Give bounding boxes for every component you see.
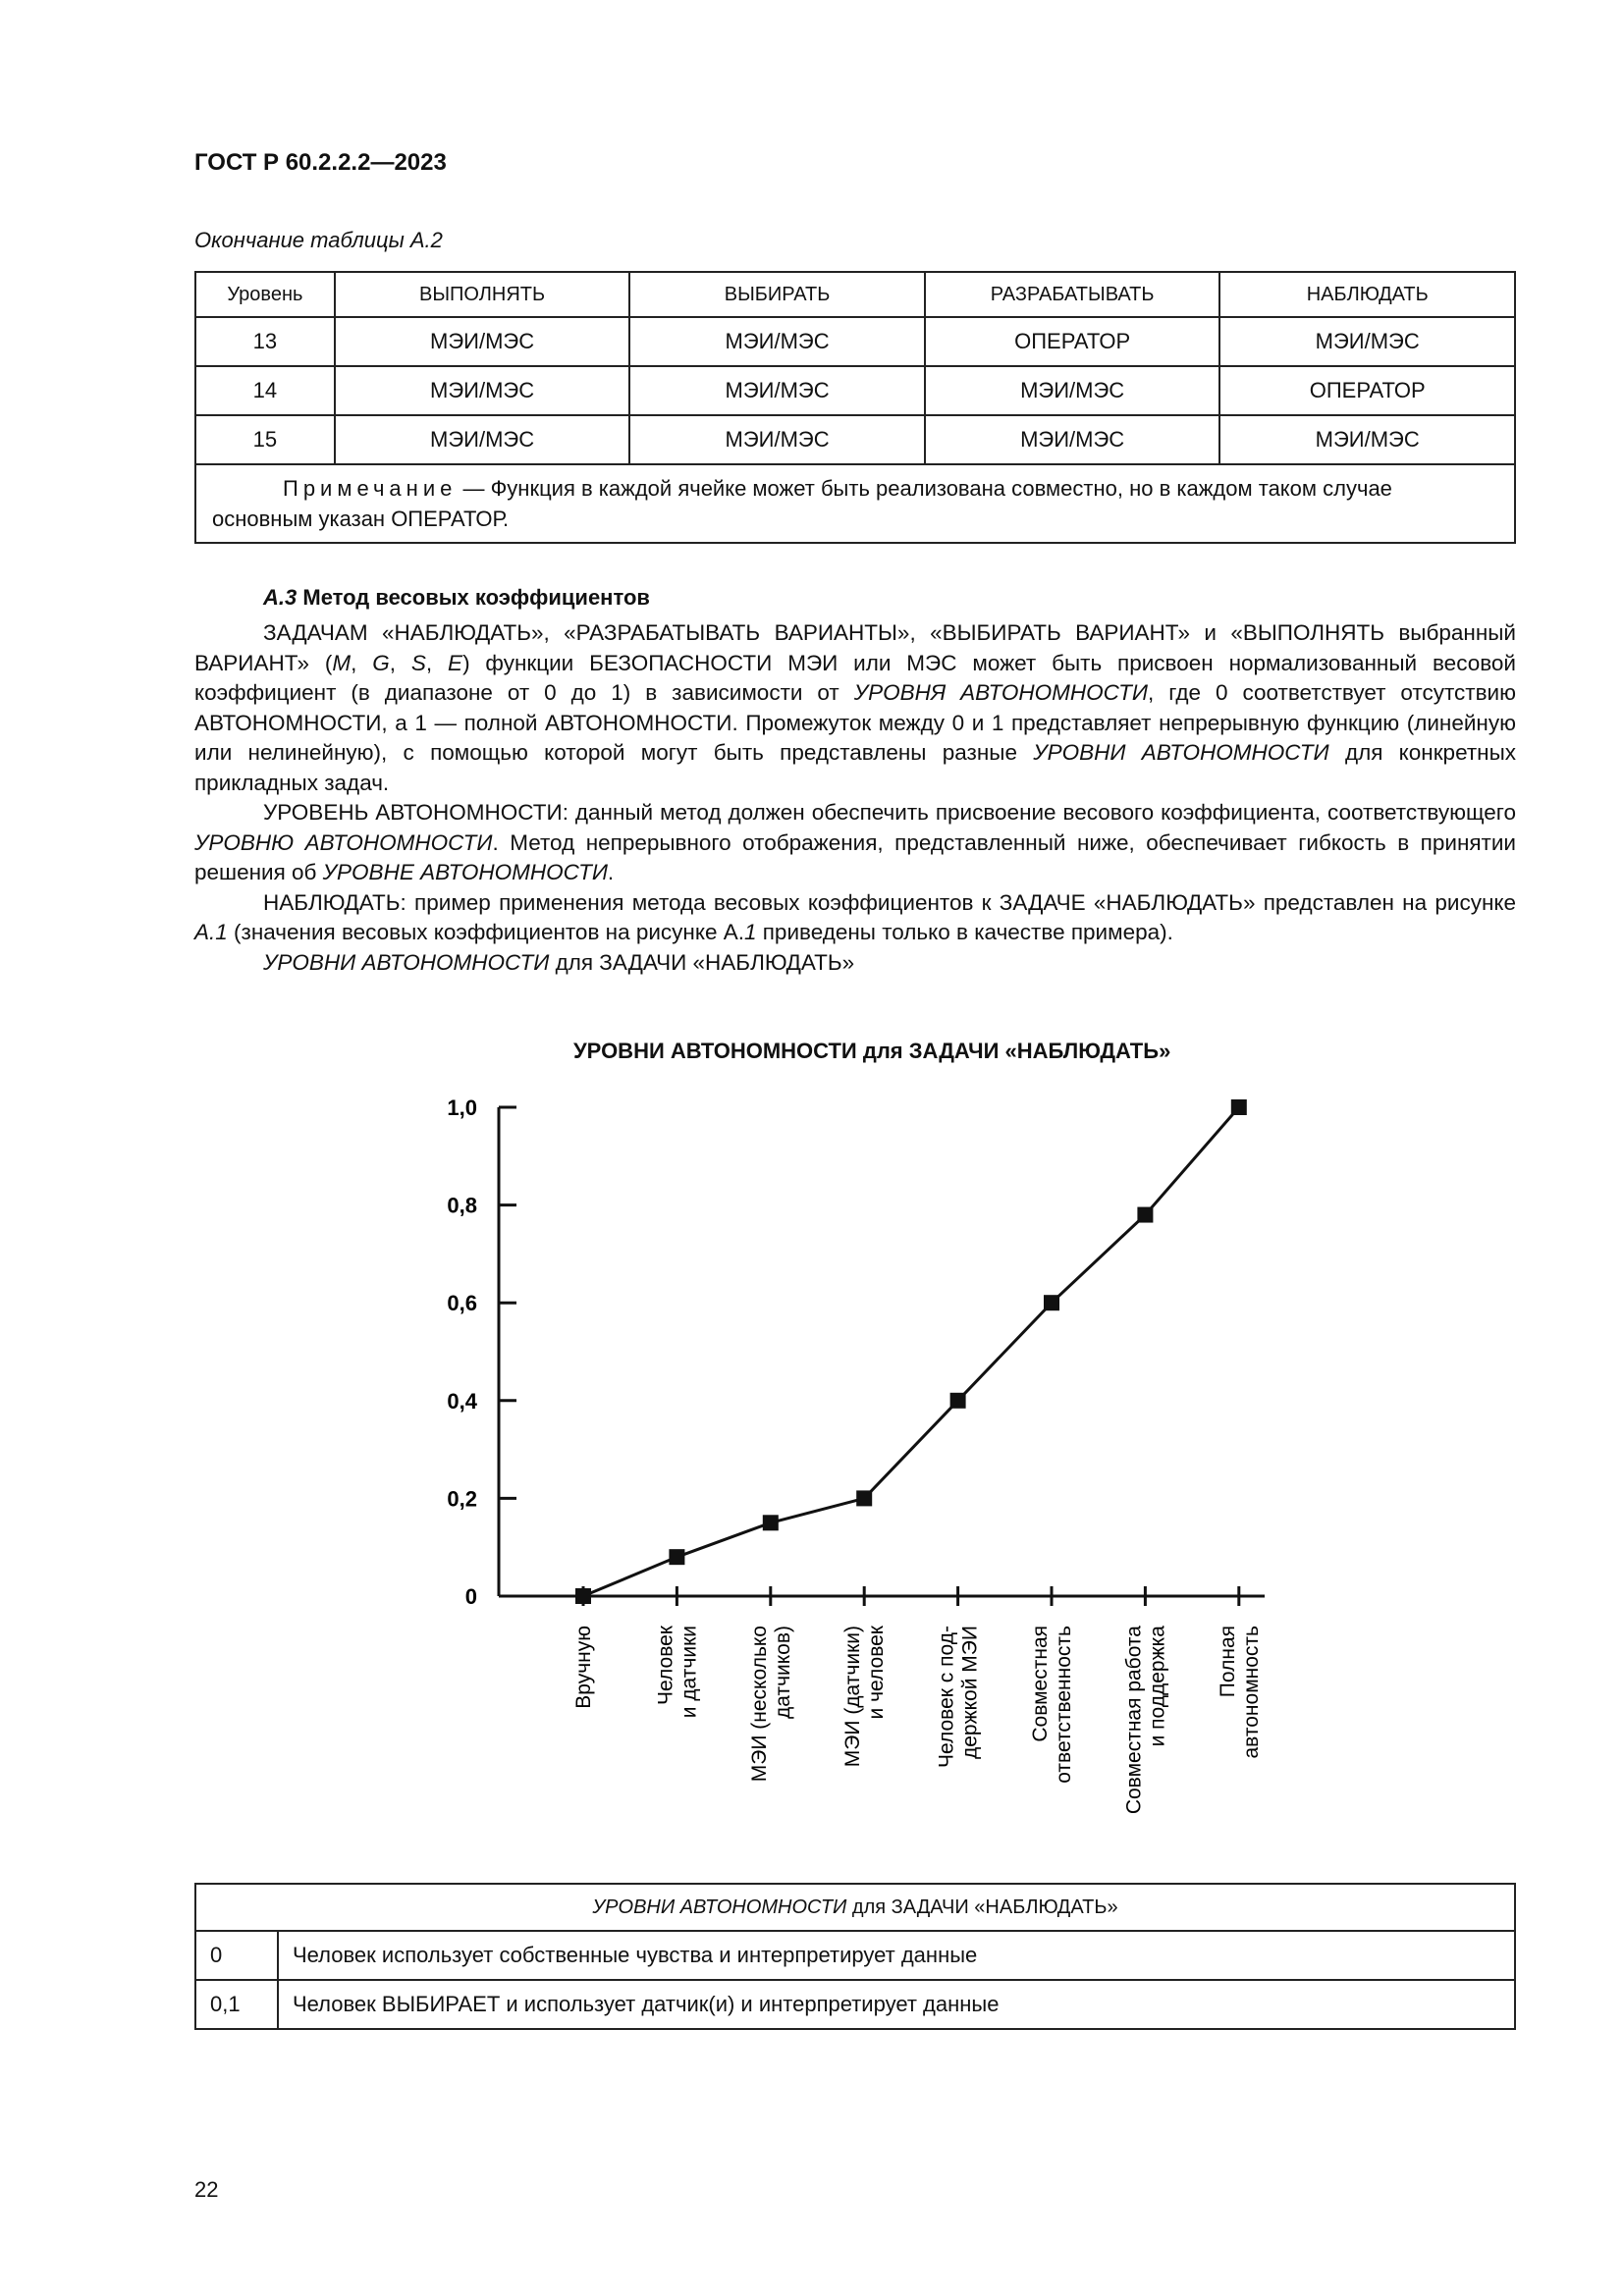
category-labels — [572, 1625, 1263, 1814]
data-point-marker — [950, 1393, 966, 1409]
text-run: . — [607, 860, 615, 884]
table-cell: МЭИ/МЭС — [335, 415, 630, 464]
y-tick-label: 0,2 — [447, 1486, 477, 1512]
table-cell: 14 — [195, 366, 335, 415]
text-run: ЗАДАЧАМ «НАБЛЮДАТЬ», «РАЗРАБАТЫВАТЬ ВАРИАНТЫ», «ВЫБИРАТЬ ВАРИАНТ» и «ВЫПОЛНЯТЬ выбранный ВАРИАНТ» ( — [194, 620, 1516, 675]
text-run: А.1 — [194, 920, 228, 944]
text-run: , где 0 соответствует отсутствию АВТОНОМНОСТИ, а 1 — полной АВТОНОМНОСТИ. Промежуток между 0 и 1 представляет непрерывную функцию (линейную или нелинейную), с помощью которой могут быть представлены разные — [194, 680, 1516, 765]
x-category-label: держкой МЭИ — [958, 1626, 982, 1760]
y-tick-label: 0 — [464, 1584, 477, 1609]
autonomy-levels-table — [194, 1883, 1516, 2030]
column-header: Уровень — [195, 272, 335, 317]
x-category-label: и человек — [865, 1626, 889, 1720]
text-run: , — [351, 650, 373, 675]
y-tick-label: 0,6 — [447, 1291, 477, 1316]
x-category-label: Совместная — [1029, 1626, 1052, 1742]
text-run: УРОВНИ АВТОНОМНОСТИ — [1033, 740, 1329, 765]
page-number: 22 — [194, 2177, 219, 2202]
table-cell: ОПЕРАТОР — [1219, 366, 1515, 415]
markers — [575, 1099, 1247, 1604]
x-category-label: Совместная работа — [1122, 1626, 1146, 1815]
column-header: ВЫБИРАТЬ — [629, 272, 924, 317]
section-title: Метод весовых коэффициентов — [297, 585, 650, 610]
table-header — [195, 1884, 1515, 1931]
y-ticks — [447, 1095, 516, 1609]
text-run: ) функции БЕЗОПАСНОСТИ МЭИ или МЭС может быть присвоен нормализованный весовой коэффициент (в диапазоне от 0 до 1) в зависимости от — [194, 650, 1516, 705]
series-line — [583, 1107, 1239, 1596]
section-number: А.3 — [263, 585, 298, 610]
data-point-marker — [575, 1588, 591, 1604]
x-category-label: МЭИ (несколько — [747, 1626, 771, 1783]
y-tick-label: 0,8 — [447, 1193, 477, 1218]
text-run: (значения весовых коэффициентов на рисунке А. — [227, 920, 744, 944]
text-run: УРОВНЮ АВТОНОМНОСТИ — [194, 829, 493, 855]
table-header-row — [195, 1884, 1515, 1931]
column-header: РАЗРАБАТЫВАТЬ — [925, 272, 1220, 317]
text-run: УРОВЕНЬ АВТОНОМНОСТИ: данный метод должен обеспечить присвоение весового коэффициента, соответствующего — [263, 800, 1516, 825]
data-point-marker — [763, 1515, 779, 1530]
text-run: УРОВНИ АВТОНОМНОСТИ — [263, 949, 550, 975]
table-cell: МЭИ/МЭС — [925, 415, 1220, 464]
text-run: G — [372, 650, 390, 675]
note-label: Примечание — [283, 476, 458, 501]
text-run: для конкретных прикладных задач. — [194, 740, 1516, 795]
text-run: M — [332, 650, 352, 675]
data-point-marker — [669, 1549, 684, 1565]
table-cell: 13 — [195, 317, 335, 366]
chart-title: УРОВНИ АВТОНОМНОСТИ для ЗАДАЧИ «НАБЛЮДАТЬ» — [573, 1039, 1171, 1063]
data-point-marker — [1044, 1295, 1059, 1310]
text-run: , — [389, 650, 411, 675]
text-run: E — [448, 650, 463, 675]
x-category-label: Вручную — [572, 1626, 595, 1709]
x-category-label: датчиков) — [771, 1626, 794, 1720]
x-category-label: Человек с под- — [935, 1626, 958, 1768]
column-header: НАБЛЮДАТЬ — [1219, 272, 1515, 317]
note-text: — Функция в каждой ячейке может быть реализована совместно, но в каждом таком случае основным указан ОПЕРАТОР. — [212, 476, 1392, 531]
text-run: НАБЛЮДАТЬ: пример применения метода весовых коэффициентов к ЗАДАЧЕ «НАБЛЮДАТЬ» представлен на рисунке — [263, 889, 1516, 915]
text-run: , — [425, 650, 449, 675]
table-cell: МЭИ/МЭС — [335, 317, 630, 366]
level-value: 0,1 — [195, 1980, 278, 2029]
table-cell: МЭИ/МЭС — [925, 366, 1220, 415]
table-cell: ОПЕРАТОР — [925, 317, 1220, 366]
x-category-label: автономность — [1239, 1626, 1263, 1759]
level-description: Человек ВЫБИРАЕТ и использует датчик(и) и интерпретирует данные — [278, 1980, 1515, 2029]
header-rest: для ЗАДАЧИ «НАБЛЮДАТЬ» — [846, 1896, 1118, 1918]
data-point-marker — [1231, 1099, 1247, 1115]
table-cell: 15 — [195, 415, 335, 464]
table-cell: МЭИ/МЭС — [629, 366, 924, 415]
text-run: УРОВНЯ АВТОНОМНОСТИ — [853, 680, 1148, 705]
table-row — [195, 1931, 1515, 1980]
text-run: для ЗАДАЧИ «НАБЛЮДАТЬ» — [549, 949, 855, 975]
x-category-label: Человек — [654, 1626, 677, 1705]
header-italic: УРОВНИ АВТОНОМНОСТИ — [592, 1896, 847, 1918]
level-description: Человек использует собственные чувства и интерпретирует данные — [278, 1931, 1515, 1980]
x-category-label: и поддержка — [1146, 1626, 1169, 1747]
level-value: 0 — [195, 1931, 278, 1980]
text-run: УРОВНЕ АВТОНОМНОСТИ — [322, 860, 608, 884]
table-cell: МЭИ/МЭС — [335, 366, 630, 415]
table-caption: Окончание таблицы А.2 — [194, 228, 443, 252]
table-cell: МЭИ/МЭС — [629, 415, 924, 464]
data-point-marker — [1137, 1207, 1153, 1223]
column-header: ВЫПОЛНЯТЬ — [335, 272, 630, 317]
x-category-label: Полная — [1216, 1626, 1239, 1698]
document-code: ГОСТ Р 60.2.2.2—2023 — [194, 149, 447, 176]
y-tick-label: 0,4 — [447, 1388, 477, 1414]
text-run: . Метод непрерывного отображения, представленный ниже, обеспечивает гибкость в принятии решения об — [194, 829, 1516, 884]
text-run: приведены только в качестве примера). — [756, 920, 1173, 944]
text-run: S — [410, 650, 426, 675]
table-cell: МЭИ/МЭС — [1219, 415, 1515, 464]
data-point-marker — [856, 1490, 872, 1506]
table-cell: МЭИ/МЭС — [629, 317, 924, 366]
table-row — [195, 1980, 1515, 2029]
table-cell: МЭИ/МЭС — [1219, 317, 1515, 366]
x-category-label: ответственность — [1053, 1626, 1075, 1784]
x-category-label: МЭИ (датчики) — [841, 1626, 865, 1768]
x-category-label: и датчики — [677, 1626, 701, 1719]
text-run: 1 — [743, 920, 757, 944]
y-tick-label: 1,0 — [447, 1095, 477, 1120]
